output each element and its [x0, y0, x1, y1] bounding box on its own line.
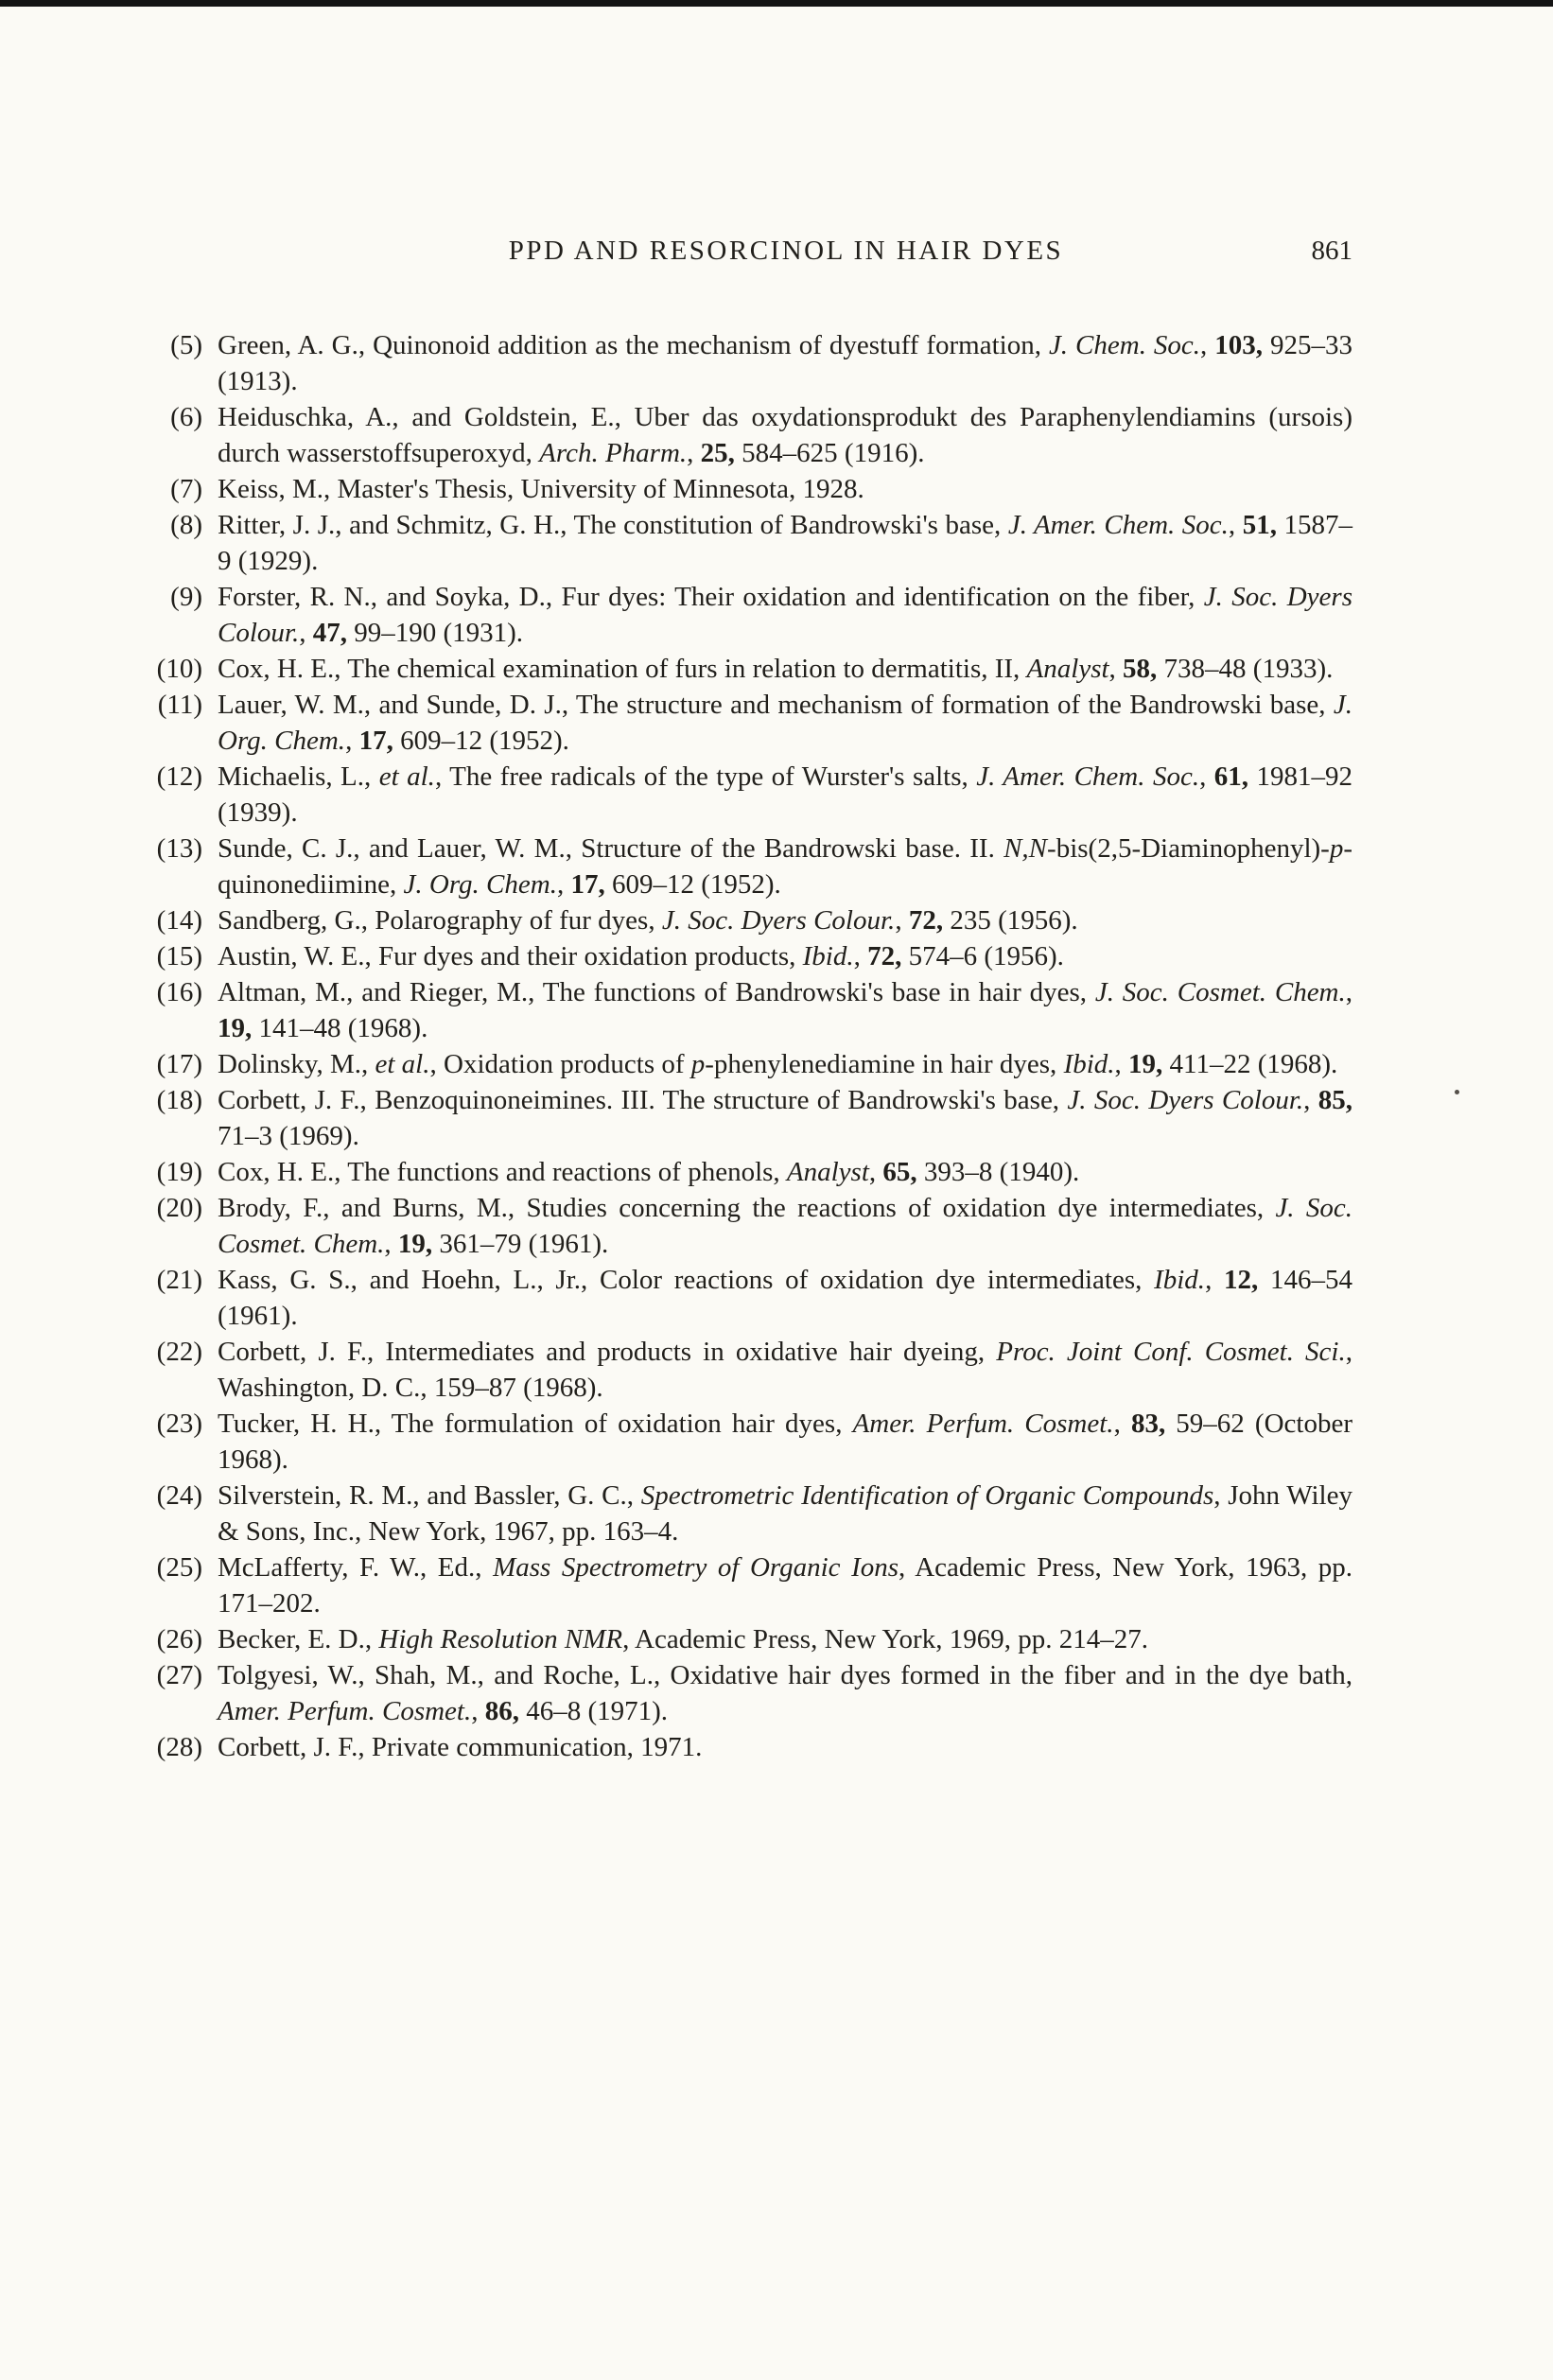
reference-item [142, 1478, 1352, 1549]
reference-number: (5) [170, 330, 202, 360]
reference-segment: 1587–9 (1929). [218, 510, 1353, 576]
reference-segment: Ibid. [802, 941, 854, 971]
reference-segment: , Washington, D. C., 159–87 (1968). [218, 1337, 1352, 1403]
reference-item [142, 1082, 1352, 1154]
reference-segment: J. Soc. Dyers Colour. [661, 905, 896, 936]
reference-segment: J. Org. Chem. [403, 869, 557, 900]
running-header [219, 235, 1352, 267]
reference-segment: 86, [484, 1696, 519, 1726]
reference-item [142, 1549, 1352, 1621]
reference-segment: 25, [700, 438, 735, 468]
reference-segment: 46–8 (1971). [518, 1696, 669, 1726]
reference-segment: Michaelis, L., [218, 761, 379, 792]
reference-list [142, 327, 1352, 1765]
reference-number: (25) [156, 1552, 202, 1583]
reference-segment: 146–54 (1961). [218, 1265, 1353, 1331]
reference-segment: , [299, 618, 313, 648]
reference-segment: , [1108, 654, 1124, 684]
reference-segment: , [556, 869, 571, 900]
reference-segment: J. Soc. Cosmet. Chem. [1094, 977, 1346, 1007]
reference-segment: J. Chem. Soc. [1048, 330, 1201, 360]
reference-segment: Ibid. [1154, 1265, 1206, 1295]
reference-item [142, 651, 1352, 687]
reference-item [142, 759, 1352, 831]
reference-item [142, 1621, 1352, 1657]
running-title: PPD AND RESORCINOL IN HAIR DYES [508, 236, 1064, 266]
reference-number: (7) [170, 474, 202, 504]
reference-segment: et al. [378, 761, 435, 792]
reference-text [218, 938, 1352, 974]
reference-segment: Brody, F., and Burns, M., Studies concerning the reactions of oxidation dye intermediates, [218, 1193, 1276, 1223]
reference-text [218, 327, 1352, 399]
reference-number: (21) [156, 1265, 202, 1295]
reference-segment: McLafferty, F. W., Ed., [218, 1552, 494, 1583]
reference-segment: , [895, 905, 909, 936]
reference-segment: Keiss, M., Master's Thesis, University of Minnesota, 1928. [218, 474, 864, 504]
reference-segment: 99–190 (1931). [346, 618, 524, 648]
reference-segment: , [868, 1157, 883, 1187]
reference-text [218, 651, 1352, 687]
reference-text [218, 1621, 1352, 1657]
reference-segment: Corbett, J. F., Private communication, 1971. [218, 1732, 703, 1762]
reference-item [142, 1190, 1352, 1262]
reference-number: (27) [156, 1660, 202, 1690]
reference-segment: , [1114, 1049, 1129, 1079]
reference-segment: Sandberg, G., Polarography of fur dyes, [218, 905, 662, 936]
reference-text [218, 507, 1352, 579]
reference-segment: Green, A. G., Quinonoid addition as the mechanism of dyestuff formation, [218, 330, 1049, 360]
reference-segment: Lauer, W. M., and Sunde, D. J., The structure and mechanism of formation of the Bandrowski base, [218, 690, 1334, 720]
reference-segment: -phenylenediamine in hair dyes, [705, 1049, 1064, 1079]
reference-text [218, 1549, 1352, 1621]
reference-segment: -quinonediimine, [218, 833, 1352, 900]
reference-segment: 584–625 (1916). [734, 438, 925, 468]
reference-number: (12) [156, 761, 202, 792]
reference-segment: Silverstein, R. M., and Bassler, G. C., [218, 1480, 641, 1511]
reference-segment: , [687, 438, 701, 468]
reference-segment: J. Soc. Cosmet. Chem. [218, 1193, 1353, 1259]
reference-segment: 411–22 (1968). [1162, 1049, 1338, 1079]
reference-segment: 72, [867, 941, 902, 971]
reference-segment: 58, [1123, 654, 1158, 684]
reference-segment: , Oxidation products of [429, 1049, 691, 1079]
reference-segment: Forster, R. N., and Soyka, D., Fur dyes: Their oxidation and identification on the fiber, [218, 582, 1204, 612]
reference-segment: 17, [570, 869, 605, 900]
reference-number: (20) [156, 1193, 202, 1223]
reference-item [142, 1657, 1352, 1729]
reference-segment: Dolinsky, M., [218, 1049, 375, 1079]
reference-number: (17) [156, 1049, 202, 1079]
reference-segment: Tucker, H. H., The formulation of oxidation hair dyes, [218, 1409, 853, 1439]
reference-segment: , [471, 1696, 485, 1726]
reference-segment: 19, [1128, 1049, 1163, 1079]
reference-segment: 65, [882, 1157, 917, 1187]
reference-segment: p [1329, 833, 1344, 864]
reference-segment: , [345, 726, 359, 756]
reference-text [218, 1406, 1352, 1478]
reference-item [142, 687, 1352, 759]
reference-segment: , [853, 941, 868, 971]
reference-text [218, 1190, 1352, 1262]
reference-segment: 59–62 (October 1968). [218, 1409, 1352, 1475]
reference-segment: J. Soc. Dyers Colour. [1067, 1085, 1304, 1115]
reference-segment: 1981–92 (1939). [218, 761, 1353, 828]
reference-segment: Ibid. [1063, 1049, 1115, 1079]
reference-segment: 83, [1130, 1409, 1166, 1439]
reference-segment: J. Org. Chem. [218, 690, 1352, 756]
reference-segment: 738–48 (1933). [1157, 654, 1334, 684]
reference-segment: Cox, H. E., The chemical examination of furs in relation to dermatitis, II, [218, 654, 1027, 684]
reference-segment: , [1303, 1085, 1318, 1115]
reference-segment: 19, [397, 1229, 433, 1259]
page-number: 861 [1311, 236, 1352, 266]
reference-segment: Heiduschka, A., and Goldstein, E., Uber das oxydationsprodukt des Paraphenylendiamins (ursois) durch wasserstoffsuperoxyd, [218, 402, 1352, 468]
reference-item [142, 1406, 1352, 1478]
reference-item [142, 902, 1352, 938]
reference-item [142, 831, 1352, 902]
reference-number: (18) [156, 1085, 202, 1115]
reference-item [142, 1262, 1352, 1334]
reference-segment: , [1200, 330, 1215, 360]
reference-text [218, 1046, 1352, 1082]
reference-segment: Spectrometric Identification of Organic Compounds [640, 1480, 1214, 1511]
reference-text [218, 759, 1352, 831]
reference-number: (26) [156, 1624, 202, 1654]
reference-number: (23) [156, 1409, 202, 1439]
reference-item [142, 399, 1352, 471]
reference-segment: 71–3 (1969). [218, 1121, 359, 1151]
reference-segment: 393–8 (1940). [916, 1157, 1080, 1187]
reference-segment: , [1113, 1409, 1131, 1439]
reference-number: (6) [170, 402, 202, 432]
reference-number: (10) [156, 654, 202, 684]
reference-text [218, 1154, 1352, 1190]
reference-text [218, 1334, 1352, 1406]
reference-segment: 51, [1242, 510, 1277, 540]
reference-number: (14) [156, 905, 202, 936]
reference-segment: , [1205, 1265, 1225, 1295]
reference-item [142, 579, 1352, 651]
reference-segment: Cox, H. E., The functions and reactions of phenols, [218, 1157, 787, 1187]
reference-segment: , [1345, 977, 1353, 1007]
reference-item [142, 507, 1352, 579]
reference-number: (8) [170, 510, 202, 540]
reference-number: (15) [156, 941, 202, 971]
reference-segment: Arch. Pharm. [539, 438, 688, 468]
reference-item [142, 938, 1352, 974]
reference-segment: Amer. Perfum. Cosmet. [218, 1696, 472, 1726]
reference-segment: J. Amer. Chem. Soc. [1007, 510, 1229, 540]
reference-segment: 609–12 (1952). [604, 869, 781, 900]
reference-segment: 925–33 (1913). [218, 330, 1353, 396]
reference-item [142, 1154, 1352, 1190]
reference-segment: p [690, 1049, 706, 1079]
reference-segment: 609–12 (1952). [393, 726, 569, 756]
reference-text [218, 831, 1352, 902]
reference-text [218, 902, 1352, 938]
reference-segment: Amer. Perfum. Cosmet. [852, 1409, 1114, 1439]
reference-number: (13) [156, 833, 202, 864]
scan-edge-artifact [0, 0, 1553, 7]
reference-segment: -bis(2,5-Diaminophenyl)- [1047, 833, 1330, 864]
reference-item [142, 1046, 1352, 1082]
reference-text [218, 399, 1352, 471]
reference-segment: Analyst [786, 1157, 869, 1187]
reference-segment: Corbett, J. F., Benzoquinoneimines. III. The structure of Bandrowski's base, [218, 1085, 1068, 1115]
reference-item [142, 1729, 1352, 1765]
reference-segment: High Resolution NMR [378, 1624, 623, 1654]
reference-segment: , The free radicals of the type of Wurster's salts, [434, 761, 977, 792]
reference-number: (11) [157, 690, 202, 720]
reference-segment: Analyst [1026, 654, 1109, 684]
reference-segment: Tolgyesi, W., Shah, M., and Roche, L., Oxidative hair dyes formed in the fiber and in the dye bath, [218, 1660, 1352, 1690]
reference-text [218, 579, 1352, 651]
reference-segment: , [1228, 510, 1243, 540]
scan-speck-artifact [1455, 1090, 1459, 1094]
reference-text [218, 687, 1352, 759]
reference-segment: , John Wiley & Sons, Inc., New York, 1967, pp. 163–4. [218, 1480, 1352, 1547]
reference-segment: , [384, 1229, 398, 1259]
reference-segment: N,N [1003, 833, 1048, 864]
reference-text [218, 1729, 1352, 1765]
reference-segment: 61, [1213, 761, 1249, 792]
reference-segment: Mass Spectrometry of Organic Ions [493, 1552, 899, 1583]
reference-text [218, 1478, 1352, 1549]
reference-segment: Altman, M., and Rieger, M., The functions of Bandrowski's base in hair dyes, [218, 977, 1095, 1007]
reference-segment: 47, [312, 618, 347, 648]
reference-item [142, 974, 1352, 1046]
reference-segment: 19, [218, 1013, 253, 1043]
reference-segment: 141–48 (1968). [252, 1013, 428, 1043]
reference-text [218, 1657, 1352, 1729]
reference-segment: 574–6 (1956). [901, 941, 1064, 971]
reference-number: (28) [156, 1732, 202, 1762]
reference-segment: , [1199, 761, 1214, 792]
reference-segment: et al. [375, 1049, 430, 1079]
reference-segment: , Academic Press, New York, 1969, pp. 214–27. [622, 1624, 1148, 1654]
reference-number: (22) [156, 1337, 202, 1367]
reference-segment: 235 (1956). [943, 905, 1078, 936]
reference-number: (16) [156, 977, 202, 1007]
reference-segment: 17, [358, 726, 393, 756]
reference-segment: , Academic Press, New York, 1963, pp. 171–202. [218, 1552, 1352, 1619]
reference-item [142, 471, 1352, 507]
reference-text [218, 974, 1352, 1046]
reference-segment: Austin, W. E., Fur dyes and their oxidation products, [218, 941, 803, 971]
reference-item [142, 1334, 1352, 1406]
reference-segment: J. Amer. Chem. Soc. [976, 761, 1200, 792]
reference-segment: 72, [908, 905, 944, 936]
reference-segment: J. Soc. Dyers Colour. [218, 582, 1352, 648]
reference-segment: Ritter, J. J., and Schmitz, G. H., The constitution of Bandrowski's base, [218, 510, 1008, 540]
reference-text [218, 1082, 1352, 1154]
reference-text [218, 471, 1352, 507]
reference-segment: 12, [1224, 1265, 1259, 1295]
reference-segment: Corbett, J. F., Intermediates and products in oxidative hair dyeing, [218, 1337, 997, 1367]
reference-number: (9) [170, 582, 202, 612]
reference-segment: Kass, G. S., and Hoehn, L., Jr., Color reactions of oxidation dye intermediates, [218, 1265, 1155, 1295]
reference-item [142, 327, 1352, 399]
reference-segment: 103, [1214, 330, 1264, 360]
reference-text [218, 1262, 1352, 1334]
reference-segment: 361–79 (1961). [432, 1229, 609, 1259]
reference-number: (19) [156, 1157, 202, 1187]
reference-segment: 85, [1317, 1085, 1352, 1115]
reference-segment: Sunde, C. J., and Lauer, W. M., Structure of the Bandrowski base. II. [218, 833, 1004, 864]
reference-segment: Becker, E. D., [218, 1624, 379, 1654]
reference-number: (24) [156, 1480, 202, 1511]
reference-segment: Proc. Joint Conf. Cosmet. Sci. [996, 1337, 1346, 1367]
